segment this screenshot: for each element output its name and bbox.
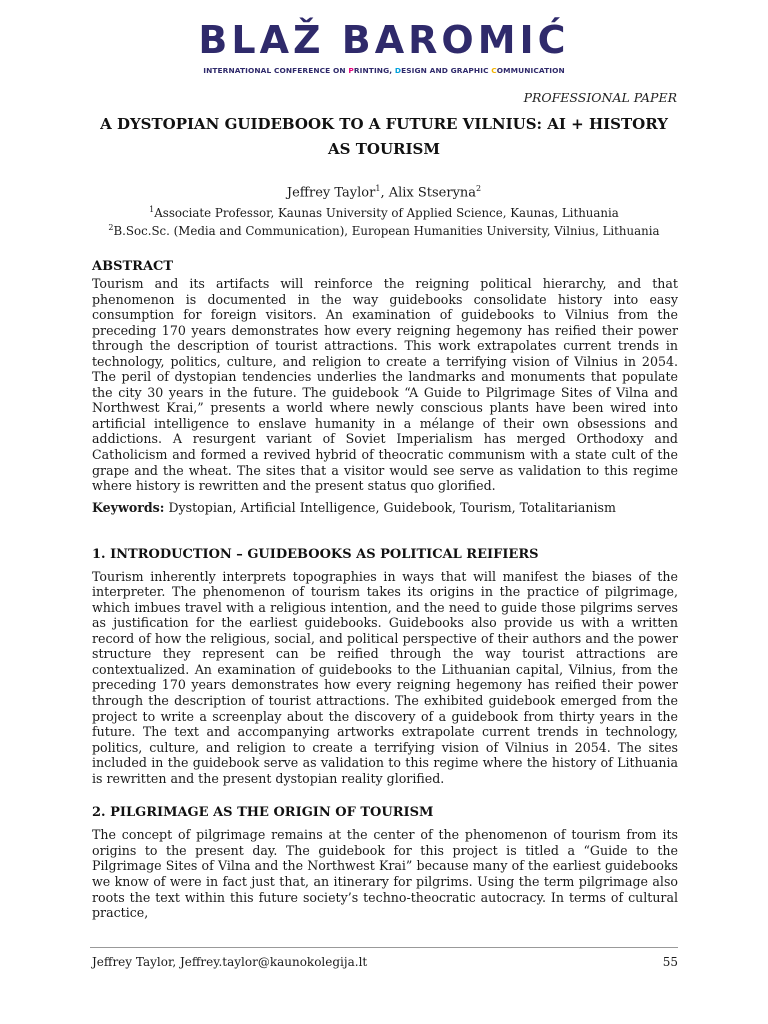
section-heading: 1. INTRODUCTION – GUIDEBOOKS AS POLITICAL REIFIERS [92,546,539,562]
footer-author-email: Jeffrey Taylor, Jeffrey.taylor@kaunokolegija.lt [92,955,368,969]
abstract-heading: ABSTRACT [92,259,174,274]
keywords-text: Dystopian, Artificial Intelligence, Guidebook, Tourism, Totalitarianism [168,499,616,515]
author-sup: 2 [476,184,482,193]
keywords-label: Keywords: [92,499,165,515]
page-number: 55 [662,955,678,969]
footer-divider [90,947,678,948]
keywords [92,500,678,516]
author-sup: 1 [375,184,381,193]
conference-part: P [348,66,354,75]
abstract-text: Tourism and its artifacts will reinforce the reigning political hierarchy, and that phenomenon is documented in the way guidebooks consolidate history into easy consumption for foreign visitors. An examination of guidebooks to Vilnius from the preceding 170 years demonstrates how every reigning hegemony has reified their power through the description of tourist attractions. This work extrapolates current trends in technology, politics, culture, and religion to create a terrifying vision of Vilnius in 2054. The peril of dystopian tendencies underlies the landmarks and monuments that populate the city 30 years in the future. The guidebook “A Guide to Pilgrimage Sites of Vilna and Northwest Krai,” presents a world where newly conscious plants have been wired into artificial intelligence to enslave humanity in a mélange of their own obsessions and addictions. A resurgent variant of Soviet Imperialism has merged Orthodoxy and Catholicism and formed a revived hybrid of theocratic communism with a state cult of the grape and the wheat. The sites that a visitor would see serve as validation to this regime where history is rewritten and the present status quo glorified. [92,276,678,494]
conference-part: C [491,66,497,75]
conference-part: ESIGN AND GRAPHIC [401,66,492,75]
affiliation-text: Associate Professor, Kaunas University of Applied Science, Kaunas, Lithuania [154,205,619,220]
section-heading: 2. PILGRIMAGE AS THE ORIGIN OF TOURISM [92,805,434,821]
brand-logo: BLAŽ BAROMIĆ [198,18,570,62]
section-text: The concept of pilgrimage remains at the center of the phenomenon of tourism from its origins to the present day. The guidebook for this project is titled a “Guide to the Pilgrimage Sites of Vilna and the Northwest Krai” because many of the earliest guidebooks we know of were in fact just that, an itinerary for pilgrims. Using the term pilgrimage also roots the text within this future society’s techno-theocratic autocracy. In terms of cultural practice, [92,827,678,921]
author-name: Jeffrey Taylor [286,185,376,201]
conference-part: OMMUNICATION [496,66,565,75]
paper-type: PROFESSIONAL PAPER [523,90,677,105]
conference-part: D [394,66,402,75]
conference-part: INTERNATIONAL CONFERENCE ON [203,66,349,75]
author-separator: , [380,185,389,201]
conference-name [0,66,768,75]
conference-part: RINTING, [353,66,395,75]
paper-title: A DYSTOPIAN GUIDEBOOK TO A FUTURE VILNIUS: AI + HISTORY AS TOURISM [100,115,668,158]
authors [0,184,768,200]
affiliation-sup: 2 [108,223,114,232]
affiliation-sup: 1 [149,205,155,214]
author-name: Alix Stseryna [388,185,477,201]
affiliation [90,223,678,238]
main-content [92,258,678,921]
affiliation [0,205,768,220]
section-text: Tourism inherently interprets topographies in ways that will manifest the biases of the interpreter. The phenomenon of tourism takes its origins in the practice of pilgrimage, which imbues travel with a religious intention, and the need to guide those pilgrims serves as justification for the earliest guidebooks. Guidebooks also provide us with a written record of how the religious, social, and political perspective of their authors and the power structure they represent can be reified through the way tourist attractions are contextualized. An examination of guidebooks to the Lithuanian capital, Vilnius, from the preceding 170 years demonstrates how every reigning hegemony has reified their power through the description of tourist attractions. The exhibited guidebook emerged from the project to write a screenplay about the discovery of a guidebook from thirty years in the future. The text and accompanying artworks extrapolate current trends in technology, politics, culture, and religion to create a terrifying vision of Vilnius in 2054. The sites included in the guidebook serve as validation to this regime where the history of Lithuania is rewritten and the present dystopian reality glorified. [92,568,678,786]
affiliation-text: B.Soc.Sc. (Media and Communication), European Humanities University, Vilnius, Lithuania [113,223,660,238]
